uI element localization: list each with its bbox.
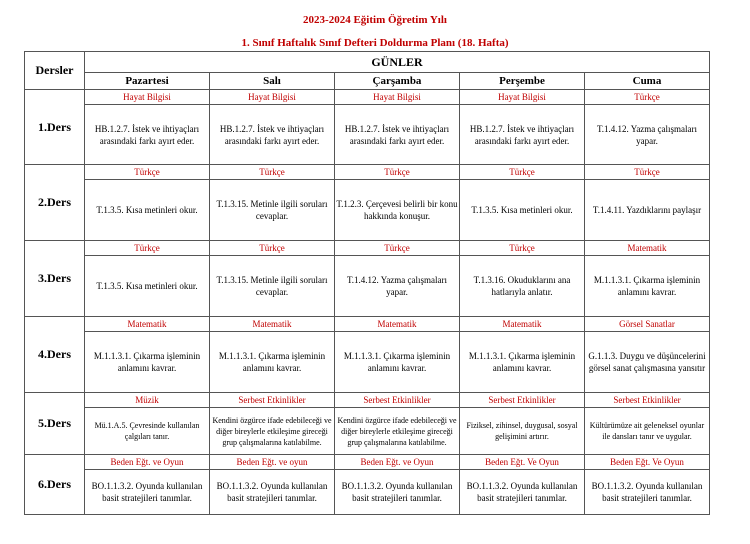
subject-cell: Türkçe xyxy=(335,165,460,180)
lessons-header: Dersler xyxy=(25,52,85,90)
subject-cell: Beden Eğt. ve Oyun xyxy=(85,455,210,470)
lesson-label: 6.Ders xyxy=(25,455,85,515)
subject-cell: Serbest Etkinlikler xyxy=(335,393,460,408)
subject-cell: Türkçe xyxy=(210,241,335,256)
days-group-header: GÜNLER xyxy=(85,52,710,73)
subject-cell: Türkçe xyxy=(85,241,210,256)
subject-cell: Matematik xyxy=(585,241,710,256)
objective-cell: T.1.4.11. Yazdıklarını paylaşır xyxy=(585,180,710,241)
objective-cell: G.1.1.3. Duygu ve düşüncelerini görsel sanat çalışmasına yansıtır xyxy=(585,332,710,393)
subject-cell: Türkçe xyxy=(210,165,335,180)
objective-cell: Fiziksel, zihinsel, duygusal, sosyal gelişimini artırır. xyxy=(460,408,585,455)
objective-cell: BO.1.1.3.2. Oyunda kullanılan basit stratejileri tanımlar. xyxy=(460,470,585,515)
subject-cell: Beden Eğt. Ve Oyun xyxy=(585,455,710,470)
subject-cell: Matematik xyxy=(210,317,335,332)
subject-cell: Hayat Bilgisi xyxy=(210,90,335,105)
document-subtitle: 1. Sınıf Haftalık Sınıf Defteri Doldurma Planı (18. Hafta) xyxy=(241,37,509,49)
objective-cell: T.1.3.15. Metinle ilgili soruları cevaplar. xyxy=(210,256,335,317)
plan-body xyxy=(25,90,710,515)
objective-cell: T.1.3.5. Kısa metinleri okur. xyxy=(85,180,210,241)
objective-cell: T.1.4.12. Yazma çalışmaları yapar. xyxy=(585,105,710,165)
objective-cell: T.1.3.5. Kısa metinleri okur. xyxy=(460,180,585,241)
subject-cell: Türkçe xyxy=(460,165,585,180)
subject-cell: Matematik xyxy=(85,317,210,332)
objective-cell: M.1.1.3.1. Çıkarma işleminin anlamını kavrar. xyxy=(210,332,335,393)
subject-cell: Matematik xyxy=(460,317,585,332)
subject-row xyxy=(25,317,710,332)
subject-cell: Serbest Etkinlikler xyxy=(210,393,335,408)
document-title: 2023-2024 Eğitim Öğretim Yılı xyxy=(303,14,447,26)
objective-row xyxy=(25,332,710,393)
lesson-label: 3.Ders xyxy=(25,241,85,317)
objective-cell: T.1.3.16. Okuduklarını ana hatlarıyla anlatır. xyxy=(460,256,585,317)
subject-row xyxy=(25,90,710,105)
objective-cell: T.1.4.12. Yazma çalışmaları yapar. xyxy=(335,256,460,317)
subject-cell: Hayat Bilgisi xyxy=(85,90,210,105)
subject-cell: Serbest Etkinlikler xyxy=(585,393,710,408)
subject-cell: Matematik xyxy=(335,317,460,332)
objective-row xyxy=(25,408,710,455)
objective-cell: BO.1.1.3.2. Oyunda kullanılan basit stratejileri tanımlar. xyxy=(585,470,710,515)
lesson-label: 2.Ders xyxy=(25,165,85,241)
objective-cell: M.1.1.3.1. Çıkarma işleminin anlamını kavrar. xyxy=(85,332,210,393)
subject-cell: Serbest Etkinlikler xyxy=(460,393,585,408)
objective-cell: M.1.1.3.1. Çıkarma işleminin anlamını kavrar. xyxy=(460,332,585,393)
objective-row xyxy=(25,105,710,165)
objective-cell: Kültürümüze ait geleneksel oyunlar ile dansları tanır ve uygular. xyxy=(585,408,710,455)
subject-cell: Müzik xyxy=(85,393,210,408)
lesson-label: 4.Ders xyxy=(25,317,85,393)
objective-cell: Kendini özgürce ifade edebileceği ve diğer bireylerle etkileşime gireceği grup çalışmalarına katılabilme. xyxy=(210,408,335,455)
objective-cell: Mü.1.A.5. Çevresinde kullanılan çalgıları tanır. xyxy=(85,408,210,455)
day-header-monday: Pazartesi xyxy=(85,73,210,90)
subject-row xyxy=(25,165,710,180)
objective-cell: BO.1.1.3.2. Oyunda kullanılan basit stratejileri tanımlar. xyxy=(210,470,335,515)
objective-row xyxy=(25,180,710,241)
lesson-label: 5.Ders xyxy=(25,393,85,455)
subject-cell: Hayat Bilgisi xyxy=(335,90,460,105)
subject-cell: Türkçe xyxy=(585,90,710,105)
subject-cell: Beden Eğt. ve Oyun xyxy=(335,455,460,470)
objective-cell: BO.1.1.3.2. Oyunda kullanılan basit stratejileri tanımlar. xyxy=(335,470,460,515)
objective-cell: BO.1.1.3.2. Oyunda kullanılan basit stratejileri tanımlar. xyxy=(85,470,210,515)
objective-cell: HB.1.2.7. İstek ve ihtiyaçları arasındaki farkı ayırt eder. xyxy=(460,105,585,165)
subject-cell: Türkçe xyxy=(460,241,585,256)
objective-cell: T.1.3.15. Metinle ilgili soruları cevaplar. xyxy=(210,180,335,241)
subject-cell: Türkçe xyxy=(335,241,460,256)
objective-row xyxy=(25,470,710,515)
subject-row xyxy=(25,455,710,470)
subject-cell: Görsel Sanatlar xyxy=(585,317,710,332)
subject-cell: Türkçe xyxy=(585,165,710,180)
objective-cell: T.1.3.5. Kısa metinleri okur. xyxy=(85,256,210,317)
day-header-wednesday: Çarşamba xyxy=(335,73,460,90)
day-header-thursday: Perşembe xyxy=(460,73,585,90)
objective-cell: M.1.1.3.1. Çıkarma işleminin anlamını kavrar. xyxy=(585,256,710,317)
objective-cell: M.1.1.3.1. Çıkarma işleminin anlamını kavrar. xyxy=(335,332,460,393)
subject-row xyxy=(25,241,710,256)
objective-cell: T.1.2.3. Çerçevesi belirli bir konu hakkında konuşur. xyxy=(335,180,460,241)
subject-cell: Beden Eğt. Ve Oyun xyxy=(460,455,585,470)
subject-cell: Hayat Bilgisi xyxy=(460,90,585,105)
objective-cell: HB.1.2.7. İstek ve ihtiyaçları arasındaki farkı ayırt eder. xyxy=(210,105,335,165)
objective-cell: HB.1.2.7. İstek ve ihtiyaçları arasındaki farkı ayırt eder. xyxy=(85,105,210,165)
subject-row xyxy=(25,393,710,408)
day-header-friday: Cuma xyxy=(585,73,710,90)
lesson-label: 1.Ders xyxy=(25,90,85,165)
weekly-plan-table xyxy=(24,51,710,515)
objective-row xyxy=(25,256,710,317)
objective-cell: Kendini özgürce ifade edebileceği ve diğer bireylerle etkileşime gireceği grup çalışmalarına katılabilme. xyxy=(335,408,460,455)
subject-cell: Beden Eğt. ve oyun xyxy=(210,455,335,470)
objective-cell: HB.1.2.7. İstek ve ihtiyaçları arasındaki farkı ayırt eder. xyxy=(335,105,460,165)
subject-cell: Türkçe xyxy=(85,165,210,180)
day-header-tuesday: Salı xyxy=(210,73,335,90)
